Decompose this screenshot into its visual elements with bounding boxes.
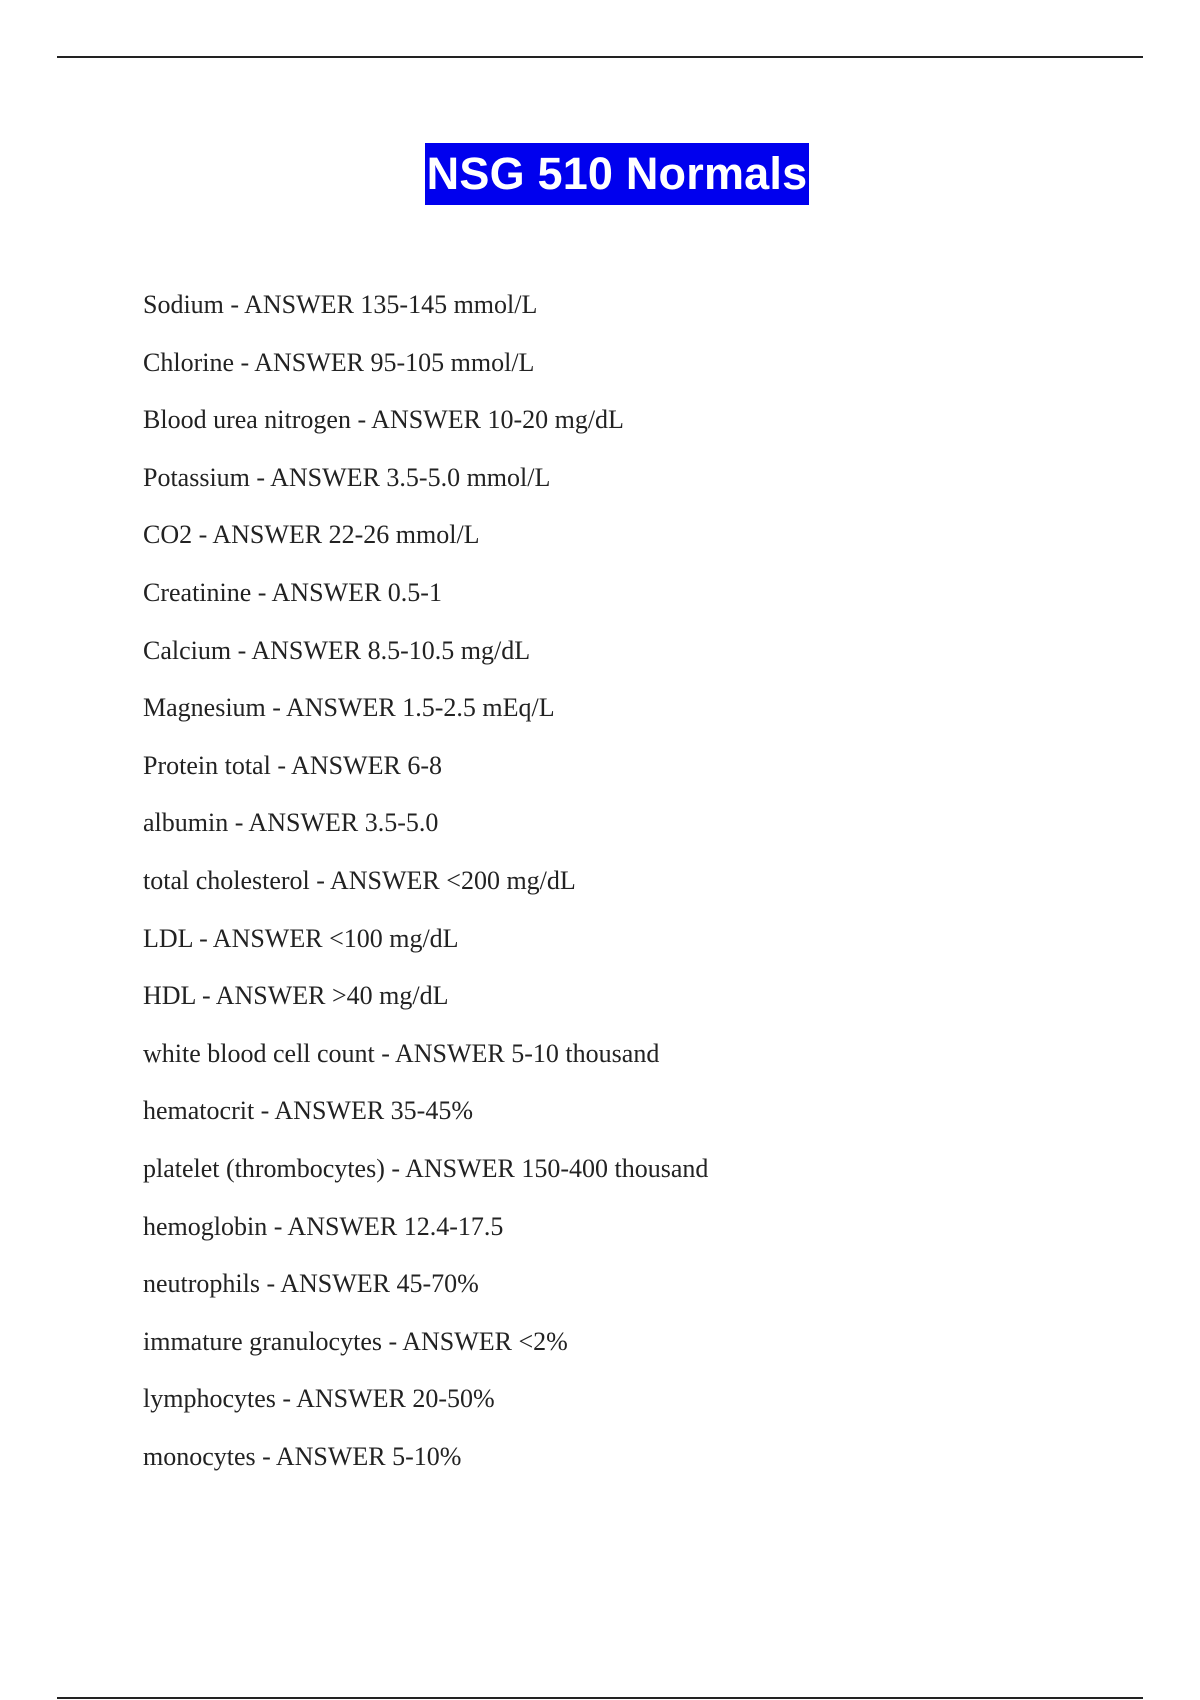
list-item: Chlorine - ANSWER 95-105 mmol/L [143, 347, 535, 377]
list-item: hemoglobin - ANSWER 12.4-17.5 [143, 1211, 504, 1241]
list-item: Protein total - ANSWER 6-8 [143, 750, 442, 780]
list-item: Calcium - ANSWER 8.5-10.5 mg/dL [143, 635, 531, 665]
list-item: Creatinine - ANSWER 0.5-1 [143, 577, 442, 607]
document-title: NSG 510 Normals [425, 143, 810, 205]
list-item: CO2 - ANSWER 22-26 mmol/L [143, 520, 480, 550]
list-item: total cholesterol - ANSWER <200 mg/dL [143, 865, 576, 895]
list-item: Sodium - ANSWER 135-145 mmol/L [143, 290, 538, 319]
list-item: hematocrit - ANSWER 35-45% [143, 1096, 473, 1126]
list-item: monocytes - ANSWER 5-10% [143, 1441, 462, 1471]
footer-rule [57, 1697, 1143, 1699]
list-item: Potassium - ANSWER 3.5-5.0 mmol/L [143, 462, 551, 492]
title-container [0, 143, 1200, 205]
list-item: neutrophils - ANSWER 45-70% [143, 1269, 479, 1299]
list-item: Magnesium - ANSWER 1.5-2.5 mEq/L [143, 693, 555, 723]
list-item: albumin - ANSWER 3.5-5.0 [143, 808, 439, 838]
list-item: LDL - ANSWER <100 mg/dL [143, 923, 459, 953]
list-item: HDL - ANSWER >40 mg/dL [143, 981, 449, 1011]
list-item: Blood urea nitrogen - ANSWER 10-20 mg/dL [143, 405, 624, 435]
list-item: platelet (thrombocytes) - ANSWER 150-400 thousand [143, 1153, 709, 1183]
list-item: immature granulocytes - ANSWER <2% [143, 1326, 568, 1356]
header-rule [57, 56, 1143, 58]
list-item: white blood cell count - ANSWER 5-10 thousand [143, 1038, 660, 1068]
list-item: lymphocytes - ANSWER 20-50% [143, 1384, 495, 1414]
normals-list [143, 290, 708, 1499]
